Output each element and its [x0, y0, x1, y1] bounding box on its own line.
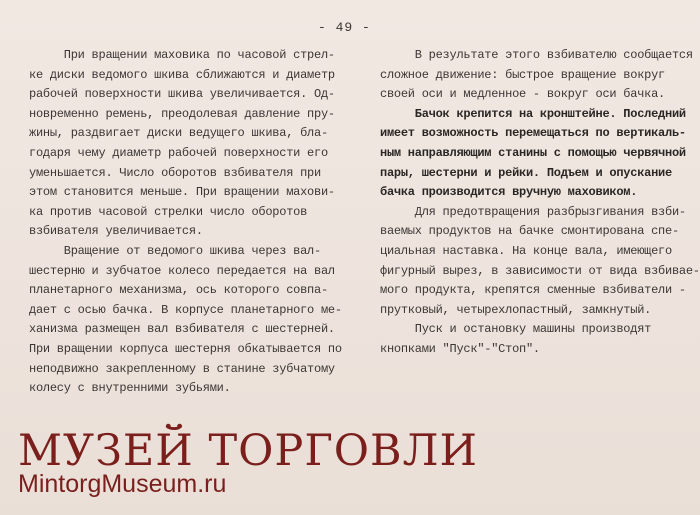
right-column [380, 46, 700, 360]
text-line: ханизма размещен вал взбивателя с шестерней. [29, 322, 335, 337]
text-line: этом становится меньше. При вращении махови- [29, 185, 335, 200]
text-line: своей оси и медленное - вокруг оси бачка. [380, 87, 665, 102]
text-line: ным направляющим станины с помощью червячной [380, 145, 686, 160]
text-line: колесу с внутренними зубьями. [29, 381, 231, 396]
text-line: Для предотвращения разбрызгивания взби- [380, 204, 686, 219]
left-column [29, 46, 364, 399]
text-line: жины, раздвигает диски ведущего шкива, бла- [29, 126, 328, 141]
text-line: мого продукта, крепятся сменные взбиватели - [380, 283, 686, 298]
text-line: рабочей поверхности шкива увеличивается. Од- [29, 87, 335, 102]
text-line: взбивателя увеличивается. [29, 224, 203, 239]
text-line: ваемых продуктов на бачке смонтирована спе- [380, 224, 679, 239]
text-line: дает с осью бачка. В корпусе планетарного ме- [29, 302, 342, 317]
text-line: Вращение от ведомого шкива через вал- [29, 243, 321, 258]
text-line: сложное движение: быстрое вращение вокруг [380, 67, 665, 82]
text-line: кнопками "Пуск"-"Стоп". [380, 341, 540, 356]
text-line: ка против часовой стрелки число оборотов [29, 204, 308, 219]
text-line: циальная наставка. На конце вала, имеющего [380, 243, 672, 258]
text-line: прутковый, четырехлопастный, замкнутый. [380, 302, 652, 317]
watermark-url: MintorgMuseum.ru [18, 470, 227, 498]
text-line: бачка производится вручную маховиком. [380, 185, 638, 200]
text-line: Пуск и остановку машины производят [380, 322, 652, 337]
text-line: шестерню и зубчатое колесо передается на вал [29, 263, 335, 278]
text-line: планетарного механизма, ось которого совпа- [29, 283, 328, 298]
page-number: - 49 - [318, 20, 371, 35]
text-line: При вращении маховика по часовой стрел- [29, 48, 335, 62]
text-line: имеет возможность перемещаться по вертикаль- [380, 126, 686, 141]
text-line: При вращении корпуса шестерня обкатывается по [29, 341, 342, 356]
text-line: фигурный вырез, в зависимости от вида взбивае- [380, 263, 700, 278]
text-line: В результате этого взбивателю сообщается [380, 48, 693, 62]
text-line: пары, шестерни и рейки. Подъем и опускание [380, 165, 672, 180]
watermark-title: МУЗЕЙ ТОРГОВЛИ [18, 426, 479, 476]
text-line: новременно ремень, преодолевая давление пру- [29, 106, 335, 121]
text-line: годаря чему диаметр рабочей поверхности его [29, 145, 328, 160]
text-line: ке диски ведомого шкива сближаются и диаметр [29, 67, 335, 82]
text-line: неподвижно закрепленному в станине зубчатому [29, 361, 335, 376]
text-line: уменьшается. Число оборотов взбивателя при [29, 165, 321, 180]
text-line: Бачок крепится на кронштейне. Последний [380, 106, 686, 121]
